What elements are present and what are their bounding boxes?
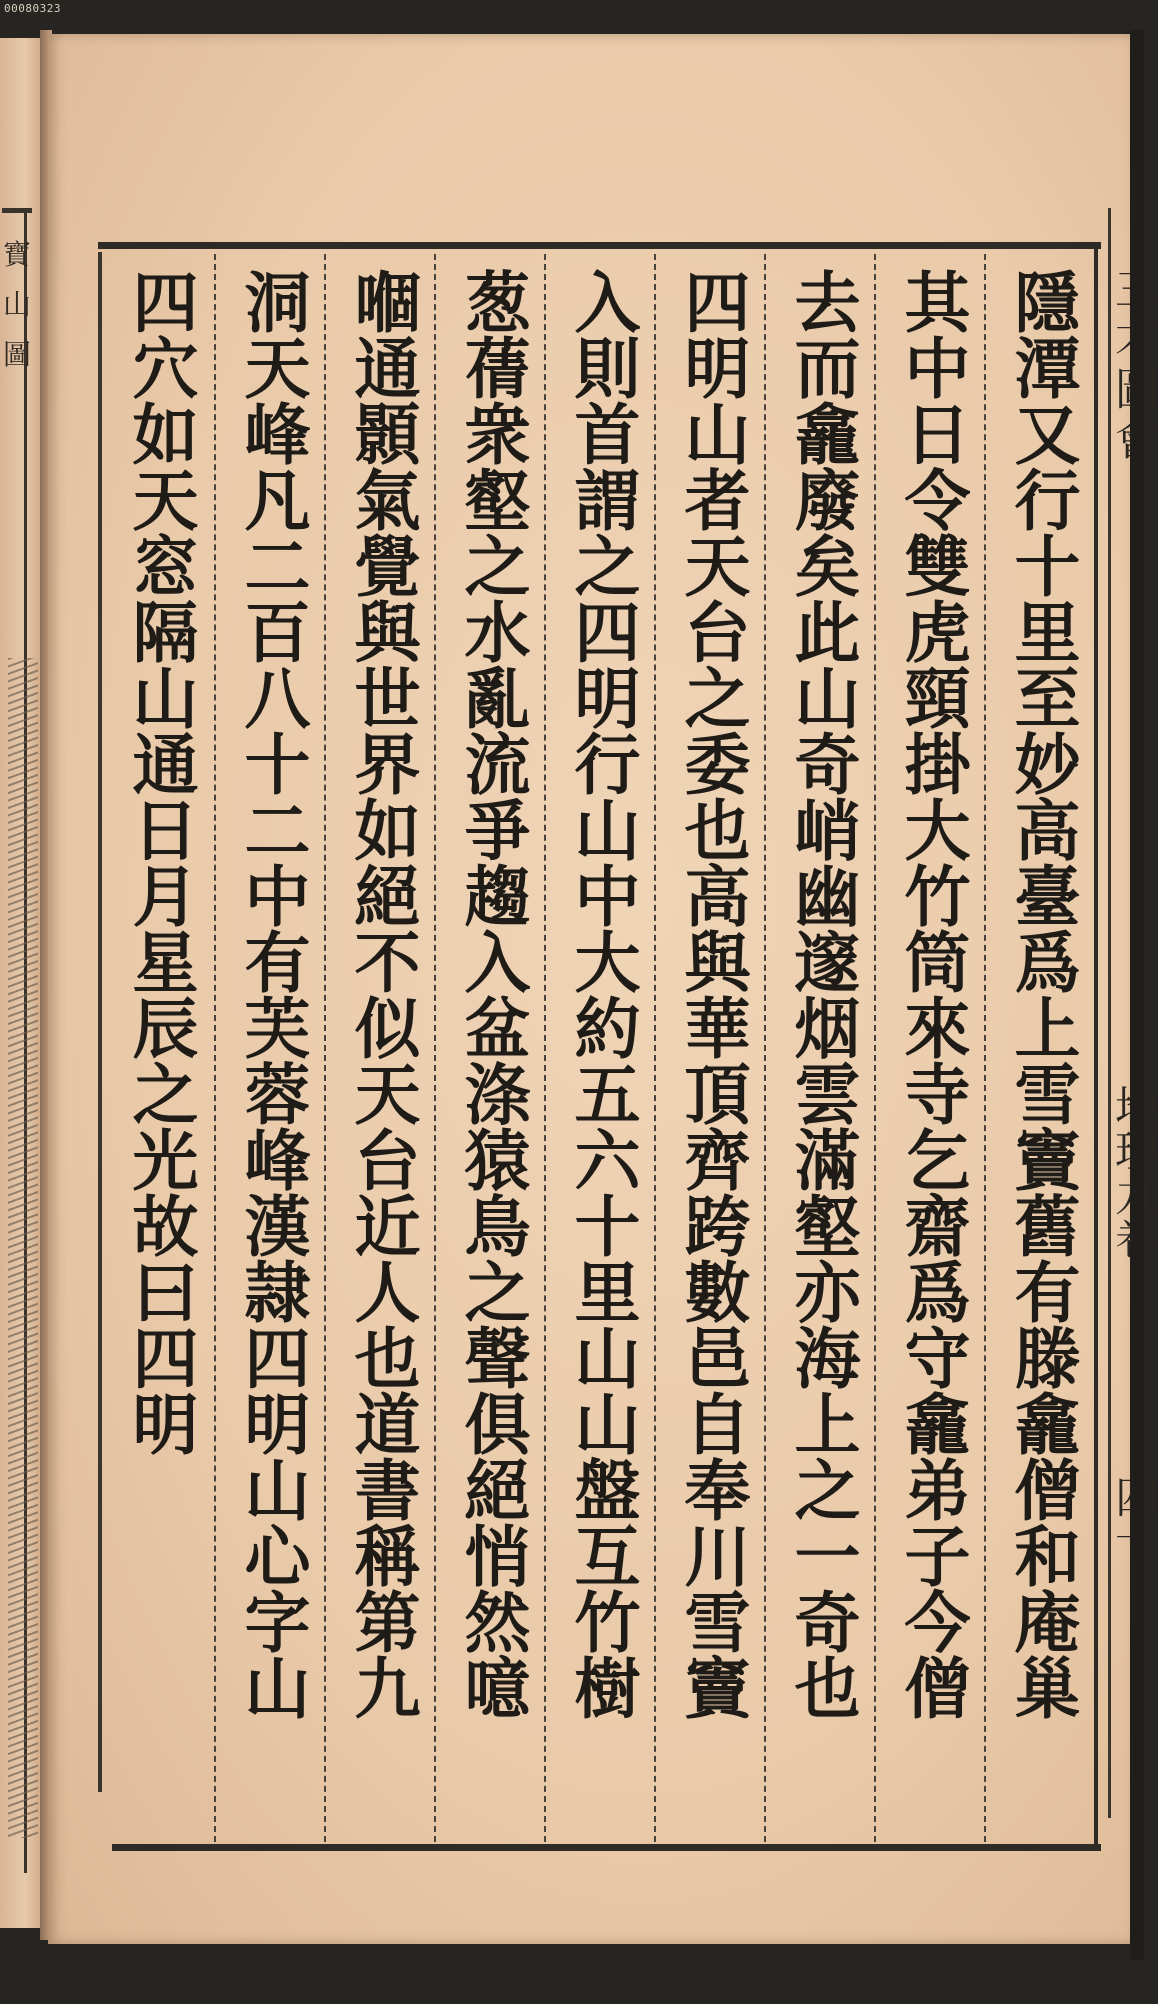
book-page (48, 34, 1130, 1944)
left-page-illustration (8, 658, 38, 1838)
left-page-glyph: 圖 (2, 338, 31, 371)
column-divider (214, 254, 216, 1842)
text-column-4: 四明山者天台之委也高與華頂齊跨數邑自奉川雪竇 (673, 268, 751, 1720)
text-column-3: 去而龕廢矣此山奇峭幽邃烟雲滿壑亦海上之一奇也 (783, 268, 861, 1720)
text-column-6: 葱蒨衆壑之水亂流爭趨入盆涤猿鳥之聲俱絕悄然噫 (453, 268, 531, 1720)
text-column-5: 入則首謂之四明行山中大約五六十里山山盤互竹樹 (563, 268, 641, 1720)
text-column-7: 嗰通顥氣覺與世界如絕不似天台近人也道書稱第九 (343, 268, 421, 1720)
frame-left-rule (98, 252, 102, 1792)
text-frame (98, 242, 1101, 1852)
text-column-1: 隱潭又行十里至妙高臺爲上雪竇舊有滕龕僧和庵巢 (1003, 268, 1081, 1720)
left-page-glyph: 寶 (2, 238, 31, 271)
frame-top-rule (98, 242, 1101, 249)
outer-edge-shadow (1130, 30, 1144, 1960)
text-column-2: 其中日令雙虎頸掛大竹筒來寺乞齋爲守龕弟子今僧 (893, 268, 971, 1720)
text-column-9: 四穴如天窓隔山通日月星辰之光故曰四明 (121, 268, 199, 1456)
text-column-8: 洞天峰凡二百八十二中有芙蓉峰漢隷四明山心字山 (233, 268, 311, 1720)
frame-bottom-rule (112, 1844, 1101, 1851)
fore-edge-rule (1108, 208, 1111, 1818)
left-page-strip (0, 38, 42, 1928)
left-page-glyph: 山 (2, 288, 31, 321)
scan-id-label: 00080323 (4, 2, 61, 15)
left-page-rule (2, 208, 32, 213)
